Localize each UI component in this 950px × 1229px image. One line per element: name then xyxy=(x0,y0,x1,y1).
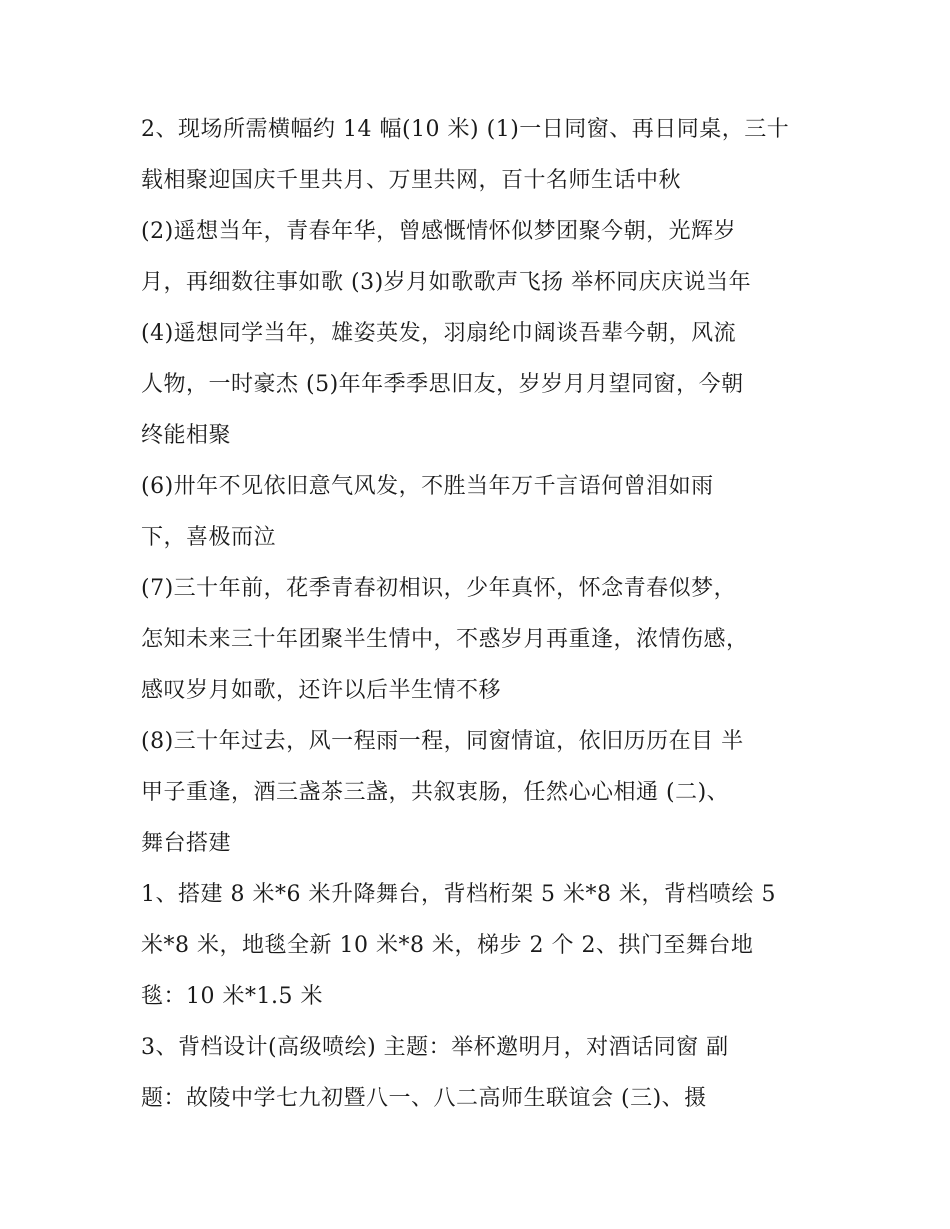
text-line: (8)三十年过去，风一程雨一程，同窗情谊，依旧历历在目 半 xyxy=(141,729,744,754)
text-line: (2)遥想当年，青春年华，曾感慨情怀似梦团聚今朝，光辉岁 xyxy=(141,219,737,244)
text-line: 下，喜极而泣 xyxy=(141,525,277,550)
text-line: (4)遥想同学当年，雄姿英发，羽扇纶巾阔谈吾辈今朝，风流 xyxy=(141,321,737,346)
text-line: 终能相聚 xyxy=(141,423,232,448)
text-line: (6)卅年不见依旧意气风发，不胜当年万千言语何曾泪如雨 xyxy=(141,474,714,499)
text-line: 舞台搭建 xyxy=(141,831,232,856)
text-line: 1、搭建 8 米*6 米升降舞台，背档桁架 5 米*8 米，背档喷绘 5 xyxy=(141,882,776,907)
text-line: (7)三十年前，花季青春初相识，少年真怀，怀念青春似梦， xyxy=(141,576,737,601)
document-body xyxy=(141,104,821,1124)
text-line: 月，再细数往事如歌 (3)岁月如歌歌声飞扬 举杯同庆庆说当年 xyxy=(141,270,752,295)
text-line: 载相聚迎国庆千里共月、万里共网，百十名师生话中秋 xyxy=(141,168,682,193)
text-line: 3、背档设计(高级喷绘) 主题：举杯邀明月，对酒话同窗 副 xyxy=(141,1035,729,1060)
text-line: 毯：10 米*1.5 米 xyxy=(141,984,323,1009)
text-line: 题：故陵中学七九初暨八一、八二高师生联谊会 (三)、摄 xyxy=(141,1086,707,1111)
text-line: 人物，一时豪杰 (5)年年季季思旧友，岁岁月月望同窗，今朝 xyxy=(141,372,744,397)
text-line: 甲子重逢，酒三盏茶三盏，共叙衷肠，任然心心相通 (二)、 xyxy=(141,780,730,805)
text-line: 米*8 米，地毯全新 10 米*8 米，梯步 2 个 2、拱门至舞台地 xyxy=(141,933,754,958)
text-line: 感叹岁月如歌，还许以后半生情不移 xyxy=(141,678,502,703)
text-line: 2、现场所需横幅约 14 幅(10 米) (1)一日同窗、再日同桌，三十 xyxy=(141,117,790,142)
text-line: 怎知未来三十年团聚半生情中，不惑岁月再重逢，浓情伤感， xyxy=(141,627,749,652)
